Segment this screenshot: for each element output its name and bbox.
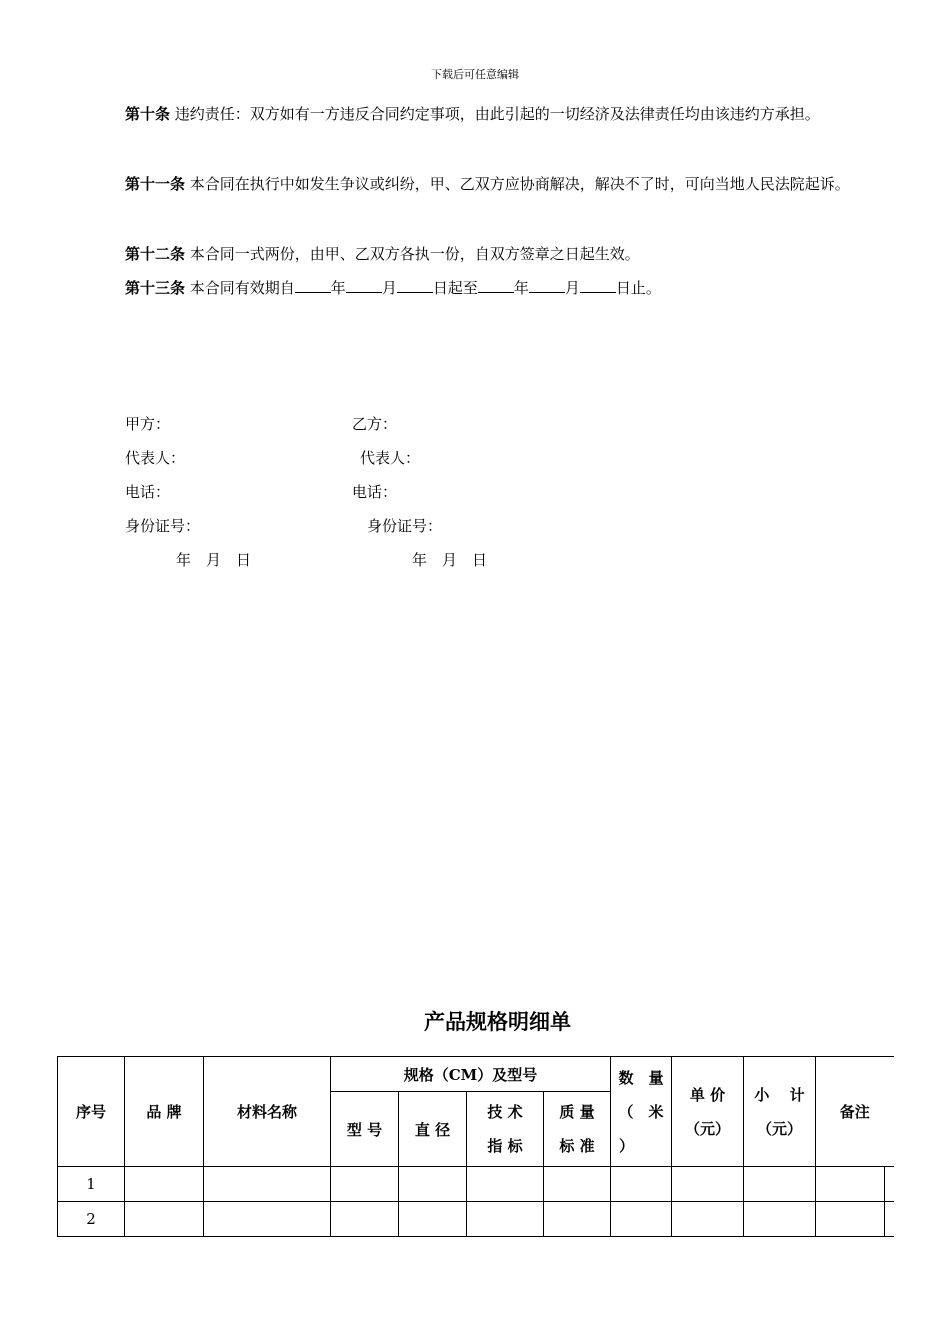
cell <box>611 1167 672 1202</box>
header-quality-line1: 质 量 <box>559 1103 595 1121</box>
clause-11-text: 本合同在执行中如发生争议或纠纷，甲、乙双方应协商解决，解决不了时，可向当地人民法院起诉。 <box>185 175 850 193</box>
cell <box>331 1167 399 1202</box>
header-row-1 <box>58 1057 894 1092</box>
rep-b-label: 代表人： <box>360 449 421 467</box>
blank-line <box>529 278 565 293</box>
header-model: 型 号 <box>331 1092 399 1167</box>
header-diameter: 直 径 <box>399 1092 467 1167</box>
cell <box>816 1202 885 1237</box>
table-row <box>58 1167 894 1202</box>
clause-11 <box>92 167 895 202</box>
header-tech-index <box>467 1092 544 1167</box>
clause-12 <box>92 237 895 272</box>
clause-10 <box>92 97 895 132</box>
table-row <box>58 1202 894 1237</box>
party-a-label: 甲方： <box>125 415 171 433</box>
cell <box>611 1202 672 1237</box>
blank-line <box>580 278 616 293</box>
rep-a-label: 代表人： <box>125 449 186 467</box>
header-quality-line2: 标 准 <box>559 1137 595 1155</box>
clause-13-text-5: 年 <box>513 279 529 297</box>
header-seq: 序号 <box>58 1057 125 1167</box>
clause-11-label: 第十一条 <box>125 175 186 193</box>
header-quality-standard <box>544 1092 611 1167</box>
blank-line <box>397 278 433 293</box>
header-unit-price-line1: 单 价 <box>689 1085 726 1104</box>
clause-10-text: 违约责任：双方如有一方违反合同约定事项，由此引起的一切经济及法律责任均由该违约方承担。 <box>170 105 820 123</box>
clause-12-label: 第十二条 <box>125 245 186 263</box>
header-note: 下载后可任意编辑 <box>431 68 519 81</box>
cell <box>204 1202 331 1237</box>
cell <box>744 1202 816 1237</box>
clause-13-text-2: 年 <box>330 279 346 297</box>
header-tech-line2: 指 标 <box>487 1137 523 1155</box>
header-unit-price-line2: （元） <box>684 1119 730 1138</box>
header-material: 材料名称 <box>204 1057 331 1167</box>
cell <box>125 1167 204 1202</box>
header-subtotal <box>744 1057 816 1167</box>
cell <box>399 1202 467 1237</box>
table-title: 产品规格明细单 <box>424 1009 571 1034</box>
clause-13-text-6: 月 <box>564 279 580 297</box>
cell <box>467 1167 544 1202</box>
header-quantity-line1: 数 量 <box>618 1068 664 1087</box>
clause-13-label: 第十三条 <box>125 279 186 297</box>
header-tech-line1: 技 术 <box>487 1103 523 1121</box>
id-b-label: 身份证号： <box>367 517 443 535</box>
cell <box>816 1167 885 1202</box>
cell <box>744 1167 816 1202</box>
date-b: 年 月 日 <box>412 551 488 569</box>
header-quantity-line2: （ 米 <box>618 1102 664 1121</box>
clause-13-text-3: 月 <box>381 279 397 297</box>
spec-table <box>57 1056 894 1237</box>
cell <box>544 1202 611 1237</box>
cell <box>399 1167 467 1202</box>
cell <box>885 1167 894 1202</box>
cell <box>125 1202 204 1237</box>
phone-a-label: 电话： <box>125 483 171 501</box>
cell <box>544 1167 611 1202</box>
blank-line <box>295 278 331 293</box>
cell <box>672 1202 744 1237</box>
row-seq: 2 <box>58 1202 125 1237</box>
cell <box>672 1167 744 1202</box>
cell <box>331 1202 399 1237</box>
header-subtotal-line2: （元） <box>756 1119 802 1138</box>
clause-13-text-1: 本合同有效期自 <box>185 279 295 297</box>
cell <box>204 1167 331 1202</box>
header-subtotal-line1: 小 计 <box>754 1085 805 1104</box>
header-remark: 备注 <box>816 1057 894 1167</box>
clause-13-text-4: 日起至 <box>432 279 478 297</box>
header-brand: 品 牌 <box>125 1057 204 1167</box>
cell <box>467 1202 544 1237</box>
header-unit-price <box>672 1057 744 1167</box>
clause-10-label: 第十条 <box>125 105 171 123</box>
phone-b-label: 电话： <box>352 483 398 501</box>
clause-13-text-7: 日止。 <box>615 279 661 297</box>
cell <box>885 1202 894 1237</box>
header-quantity <box>611 1057 672 1167</box>
id-a-label: 身份证号： <box>125 517 201 535</box>
clause-13 <box>92 271 895 306</box>
row-seq: 1 <box>58 1167 125 1202</box>
header-spec-group: 规格（CM）及型号 <box>331 1057 611 1092</box>
blank-line <box>478 278 514 293</box>
blank-line <box>346 278 382 293</box>
party-b-label: 乙方： <box>352 415 398 433</box>
clause-12-text: 本合同一式两份，由甲、乙双方各执一份，自双方签章之日起生效。 <box>185 245 640 263</box>
date-a: 年 月 日 <box>176 551 252 569</box>
header-quantity-line3: ） <box>619 1136 635 1155</box>
